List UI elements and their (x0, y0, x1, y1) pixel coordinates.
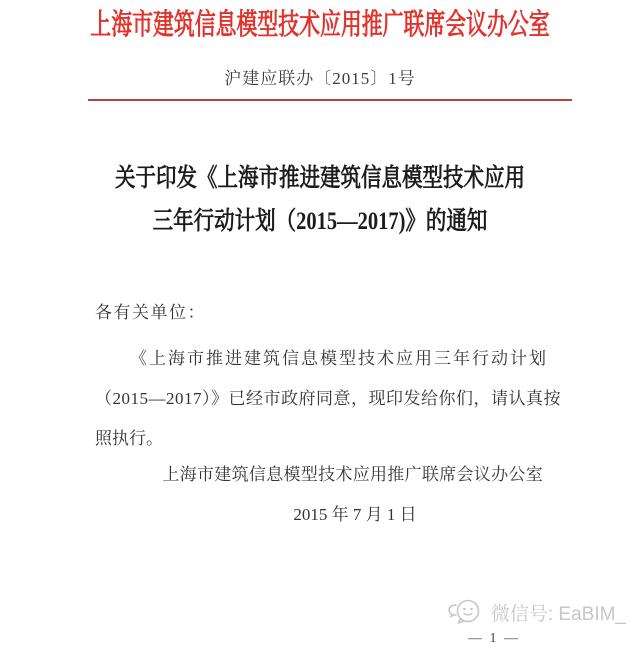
issuer-signature: 上海市建筑信息模型技术应用推广联席会议办公室 (162, 465, 543, 484)
body-paragraph-line-3: 照执行。 (95, 429, 163, 448)
page-number: — 1 — (468, 631, 520, 646)
notice-title-line-2: 三年行动计划（2015—2017)》的通知 (152, 208, 488, 235)
body-paragraph-line-1: 《上海市推进建筑信息模型技术应用三年行动计划 (130, 349, 548, 368)
wechat-watermark (446, 597, 626, 627)
watermark-text: 微信号: EaBIM_ (490, 603, 626, 625)
notice-title-line-1: 关于印发《上海市推进建筑信息模型技术应用 (114, 165, 526, 192)
header-divider-rule (88, 99, 572, 101)
notice-title (0, 157, 640, 243)
document-number: 沪建应联办〔2015〕1号 (224, 69, 416, 88)
salutation: 各有关单位： (95, 303, 206, 322)
body-paragraph (95, 339, 561, 459)
wechat-icon (446, 597, 484, 627)
issue-date: 2015 年 7 月 1 日 (293, 505, 417, 524)
body-paragraph-line-2: （2015—2017）》已经市政府同意，现印发给你们，请认真按 (95, 389, 561, 408)
issuing-office-header: 上海市建筑信息模型技术应用推广联席会议办公室 (90, 9, 550, 41)
